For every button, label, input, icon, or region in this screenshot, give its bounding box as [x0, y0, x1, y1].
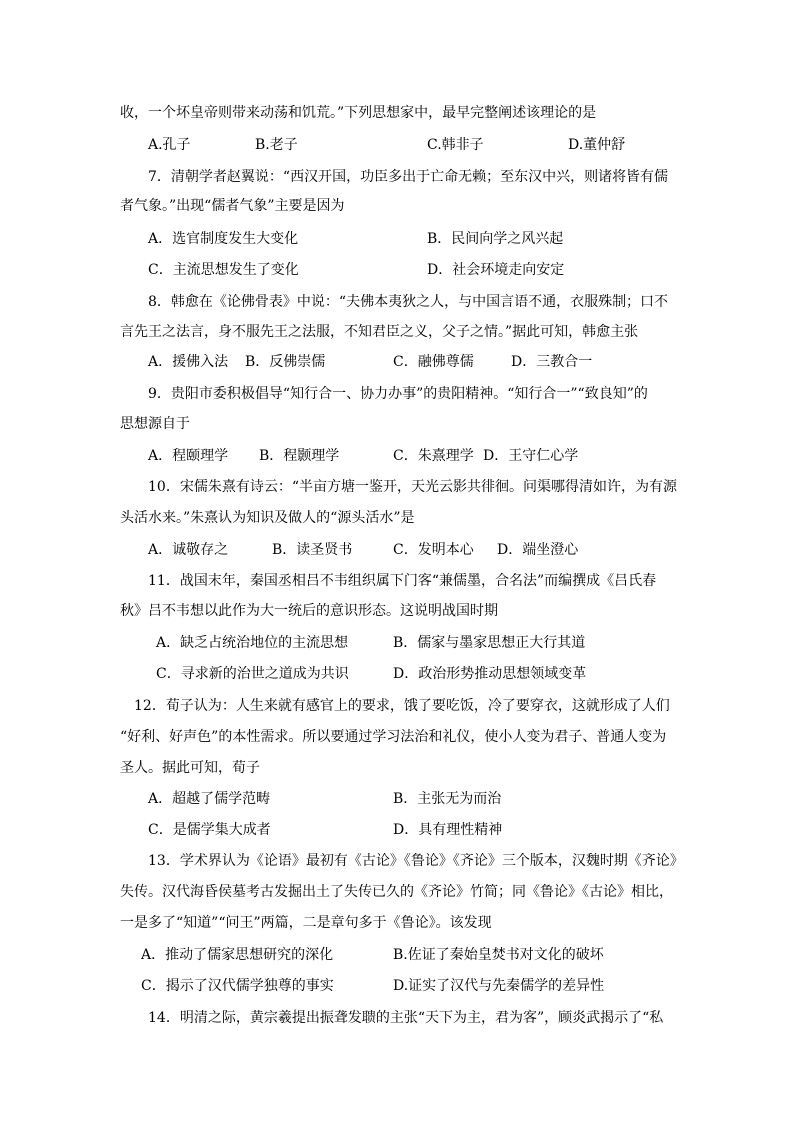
q10-stem-line2: 头活水来。”朱熹认为知识及做人的“源头活水”是	[120, 510, 415, 526]
q11-stem-line1: 11．战国末年，秦国丞相吕不韦组织属下门客“兼儒墨，合名法”而编撰成《吕氏春	[148, 573, 657, 589]
q9-option-d: D．王守仁心学	[483, 448, 579, 464]
q6-option-b: B.老子	[255, 137, 298, 153]
q9-stem-line1: 9．贵阳市委积极倡导“知行合一、协力办事”的贵阳精神。“知行合一”“致良知”的	[148, 386, 648, 402]
q11-option-d: D．政治形势推动思想领域变革	[393, 666, 587, 682]
q12-option-d: D．具有理性精神	[393, 822, 503, 838]
q8-option-a: A．援佛入法	[148, 354, 229, 370]
q13-option-a: A．推动了儒家思想研究的深化	[141, 947, 334, 963]
q8-option-c: C．融佛尊儒	[393, 354, 474, 370]
q11-option-c: C．寻求新的治世之道成为共识	[156, 666, 349, 682]
q11-option-a: A．缺乏占统治地位的主流思想	[156, 635, 349, 651]
q9-option-c: C．朱熹理学	[393, 448, 474, 464]
q10-option-b: B．读圣贤书	[272, 542, 353, 558]
q10-option-c: C．发明本心	[393, 542, 474, 558]
q12-option-c: C．是儒学集大成者	[148, 822, 271, 838]
q12-stem-line2: “好利、好声色”的本性需求。所以要通过学习法治和礼仪，使小人变为君子、普通人变为	[120, 729, 667, 745]
q13-stem-line2: 失传。汉代海昏侯墓考古发掘出土了失传已久的《齐论》竹简；同《鲁论》《古论》相比，	[120, 884, 673, 900]
q6-stem: 收，一个坏皇帝则带来动荡和饥荒。”下列思想家中，最早完整阐述该理论的是	[120, 105, 597, 121]
q8-option-b: B．反佛崇儒	[245, 354, 326, 370]
q9-stem-line2: 思想源自于	[120, 416, 190, 432]
q9-option-a: A．程颐理学	[148, 448, 229, 464]
q6-option-a: A.孔子	[148, 137, 191, 153]
q7-option-c: C．主流思想发生了变化	[148, 262, 299, 278]
q8-stem-line2: 言先王之法言，身不服先王之法服，不知君臣之义，父子之情。”据此可知，韩愈主张	[120, 324, 639, 340]
q13-stem-line1: 13．学术界认为《论语》最初有《古论》《鲁论》《齐论》三个版本，汉魏时期《齐论》	[148, 853, 684, 869]
q10-stem-line1: 10．宋儒朱熹有诗云：“半亩方塘一鉴开，天光云影共徘徊。问渠哪得清如许，为有源	[148, 479, 677, 495]
q6-option-c: C.韩非子	[427, 137, 484, 153]
q10-option-a: A．诚敬存之	[148, 542, 229, 558]
q9-option-b: B．程颢理学	[259, 448, 340, 464]
q7-stem-line1: 7．清朝学者赵翼说：“西汉开国，功臣多出于亡命无赖；至东汉中兴，则诸将皆有儒	[148, 169, 669, 185]
q6-option-d: D.董仲舒	[568, 137, 626, 153]
q12-stem-line1: 12．荀子认为：人生来就有感官上的要求，饿了要吃饭，冷了要穿衣，这就形成了人们	[134, 698, 670, 714]
q13-option-c: C．揭示了汉代儒学独尊的事实	[141, 978, 334, 994]
q14-stem-line1: 14．明清之际，黄宗羲提出振聋发聩的主张“天下为主，君为客”，顾炎武揭示了“私	[148, 1010, 664, 1026]
q11-option-b: B．儒家与墨家思想正大行其道	[393, 635, 586, 651]
q12-option-a: A．超越了儒学范畴	[148, 791, 271, 807]
q12-option-b: B．主张无为而治	[393, 791, 502, 807]
q13-option-b: B.佐证了秦始皇焚书对文化的破坏	[393, 947, 604, 963]
q8-option-d: D．三教合一	[511, 354, 593, 370]
q13-stem-line3: 一是多了“知道”“问王”两篇，二是章句多于《鲁论》。该发现	[120, 915, 492, 931]
q7-option-a: A．选官制度发生大变化	[148, 231, 299, 247]
q13-option-d: D.证实了汉代与先秦儒学的差异性	[393, 978, 605, 994]
q10-option-d: D．端坐澄心	[497, 542, 579, 558]
q7-stem-line2: 者气象。”出现“儒者气象”主要是因为	[120, 198, 345, 214]
q7-option-b: B．民间向学之风兴起	[427, 231, 564, 247]
q11-stem-line2: 秋》吕不韦想以此作为大一统后的意识形态。这说明战国时期	[120, 603, 498, 619]
q7-option-d: D．社会环境走向安定	[427, 262, 565, 278]
q8-stem-line1: 8．韩愈在《论佛骨表》中说：“夫佛本夷狄之人，与中国言语不通，衣服殊制；口不	[148, 294, 669, 310]
q12-stem-line3: 圣人。据此可知，荀子	[120, 760, 260, 776]
